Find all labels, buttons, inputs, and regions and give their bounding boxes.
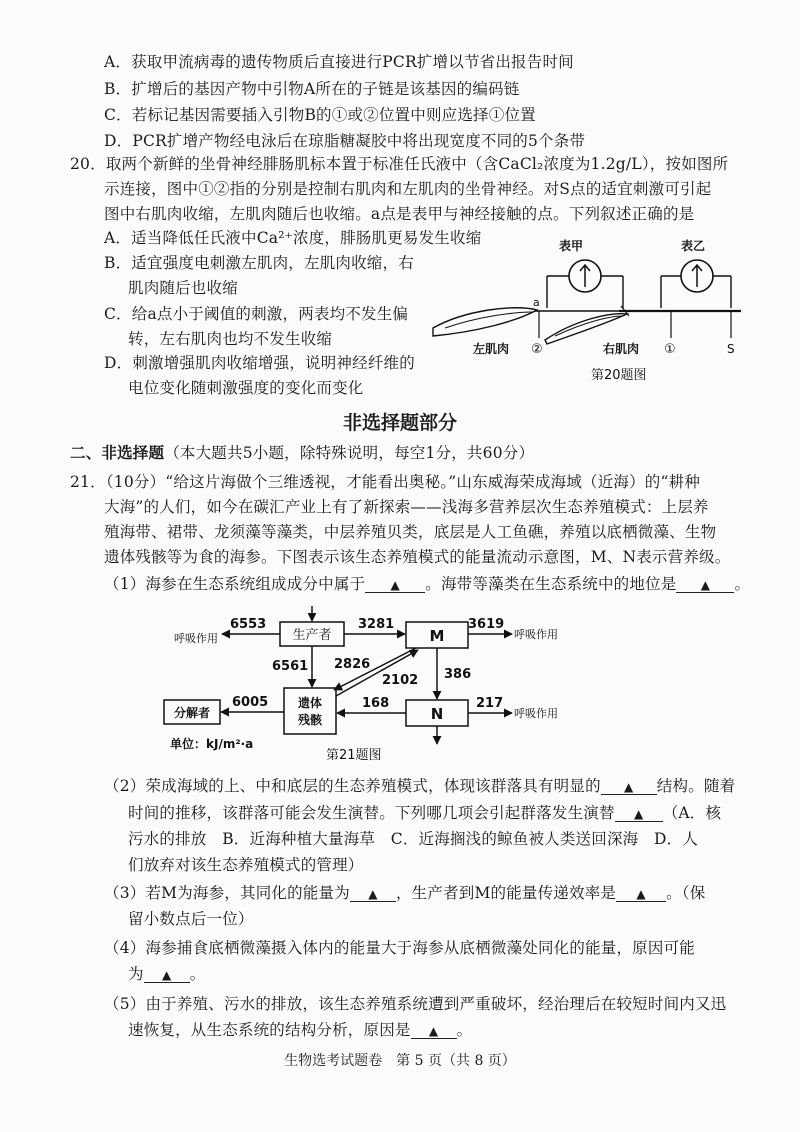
value-6561: 6561 (272, 659, 309, 674)
q21-part5-line2 (128, 1018, 472, 1040)
value-217: 217 (476, 696, 504, 711)
residue-box (284, 688, 336, 734)
left-muscle-label: 左肌肉 (473, 342, 510, 356)
q21-intro-line: 殖海带、裙带、龙须藻等藻类，中层养殖贝类，底层是人工鱼礁，养殖以底栖微藻、生物 (104, 523, 717, 541)
q21-energy-flow-figure (160, 604, 600, 764)
q20-stem-line: 图中右肌肉收缩，左肌肉随后也收缩。a点是表甲与神经接触的点。下列叙述正确的是 (104, 205, 695, 223)
q21-intro-line: 遗体残骸等为食的海参。下图表示该生态养殖模式的能量流动示意图，M、N表示营养级。 (104, 548, 731, 566)
value-2102: 2102 (382, 673, 419, 688)
q21-part3-line1 (104, 881, 705, 903)
residue-label-1: 遗体 (297, 696, 323, 710)
q20-option-b: B．适宜强度电刺激左肌肉，左肌肉收缩，右 (104, 254, 414, 272)
q21-part2-line1 (104, 774, 735, 796)
answer-blank[interactable]: ▲ (144, 968, 190, 983)
q21-part3-text: ，生产者到M的能量传递效率是 (395, 884, 617, 902)
q21-part4-text: 为 (128, 965, 144, 983)
mark-1-label: ① (664, 342, 676, 357)
right-muscle-label: 右肌肉 (603, 342, 640, 356)
decomposer-label: 分解者 (173, 706, 211, 720)
value-386: 386 (444, 667, 472, 682)
right-muscle-shape (545, 314, 627, 344)
value-6553: 6553 (230, 617, 267, 632)
q20-stem-line: 示连接，图中①②指的分别是控制右肌肉和左肌肉的坐骨神经。对S点的适宜刺激可引起 (104, 180, 712, 198)
respiration-label: 呼吸作用 (514, 628, 558, 641)
answer-blank[interactable]: ▲ (616, 887, 666, 902)
q21-intro-line: 大海”的人们，如今在碳汇产业上有了新探索——浅海多营养层次生态养殖模式：上层养 (104, 498, 709, 516)
answer-blank[interactable]: ▲ (411, 1024, 457, 1039)
q21-figure-caption: 第21题图 (326, 748, 382, 763)
q21-part2-line4: 们放弃对该生态养殖模式的管理） (128, 856, 364, 874)
q20-option-d-cont: 电位变化随刺激强度的变化而变化 (128, 379, 364, 397)
q21-part5-line1: （5）由于养殖、污水的排放，该生态养殖系统遭到严重破坏，经治理后在较短时间内又迅 (104, 995, 727, 1013)
m-label: M (429, 627, 445, 645)
q20-option-a: A．适当降低任氏液中Ca²⁺浓度，腓肠肌更易发生收缩 (104, 229, 482, 247)
value-3281: 3281 (358, 617, 395, 632)
answer-blank[interactable]: ▲ (350, 887, 396, 902)
respiration-label: 呼吸作用 (174, 632, 218, 645)
section-intro (70, 441, 534, 463)
page-footer: 生物选考试题卷 第 5 页（共 8 页） (284, 1053, 516, 1069)
answer-blank[interactable]: ▲ (615, 807, 663, 822)
q21-part1-text-b: 。海带等藻类在生态系统中的地位是 (425, 575, 677, 593)
q21-part4-text: 。 (189, 965, 206, 983)
section-intro-note: （本大题共5小题，除特殊说明，每空1分，共60分） (164, 444, 535, 462)
q21-part5-text: 速恢复，从生态系统的结构分析，原因是 (128, 1021, 411, 1039)
q21-part2-text: 时间的推移，该群落可能会发生演替。下列哪几项会引起群落发生演替 (128, 804, 615, 822)
q21-part1-text-a: （1）海参在生态系统组成成分中属于 (104, 575, 366, 593)
producer-label: 生产者 (292, 628, 332, 643)
left-muscle-fiber (445, 312, 533, 328)
residue-label-2: 残骸 (297, 713, 323, 727)
q20-nerve-muscle-figure (425, 232, 765, 392)
q20-option-c-cont: 转，左右肌肉也均不发生收缩 (128, 330, 333, 348)
q21-part4-line2 (128, 962, 205, 984)
q21-part5-text: 。 (456, 1021, 473, 1039)
q19-option-a: A．获取甲流病毒的遗传物质后直接进行PCR扩增以节省出报告时间 (104, 53, 574, 71)
q21-part2-line2 (128, 801, 721, 823)
q20-option-b-cont: 肌肉随后也收缩 (128, 279, 238, 297)
answer-blank[interactable]: ▲ (601, 780, 657, 795)
point-a-label: a (533, 296, 540, 309)
value-2826: 2826 (334, 657, 371, 672)
q20-option-c: C．给a点小于阈值的刺激，两表均不发生偏 (104, 305, 409, 323)
q20-stem-line: 20．取两个新鲜的坐骨神经腓肠肌标本置于标准任氏液中（含CaCl₂浓度为1.2g/L），按如图所 (70, 155, 729, 173)
q21-part1-text-c: 。 (734, 575, 751, 593)
meter-b-label: 表乙 (681, 239, 706, 253)
q21-part3-line2: 留小数点后一位） (128, 910, 254, 928)
q21-part2-text: （2）荣成海域的上、中和底层的生态养殖模式，体现该群落具有明显的 (104, 777, 601, 795)
unit-label: 单位：kJ/m²·a (170, 737, 254, 751)
value-6005: 6005 (232, 695, 269, 710)
q19-option-c: C．若标记基因需要插入引物B的①或②位置中则应选择①位置 (104, 106, 536, 124)
value-3619: 3619 (468, 617, 505, 632)
q21-part2-text: （A．核 (662, 804, 722, 822)
mark-2-label: ② (531, 342, 543, 357)
meter-b-needle (692, 265, 702, 287)
q21-part2-text: 结构。随着 (656, 777, 736, 795)
answer-blank[interactable]: ▲ (676, 578, 734, 593)
section-title: 非选择题部分 (342, 412, 457, 434)
q21-part1 (104, 572, 750, 594)
q21-part2-line3: 污水的排放 B．近海种植大量海草 C．近海搁浅的鲸鱼被人类送回深海 D．人 (128, 830, 699, 848)
q19-option-b: B．扩增后的基因产物中引物A所在的子链是该基因的编码链 (104, 80, 520, 98)
respiration-label: 呼吸作用 (514, 707, 558, 720)
q21-part4-line1: （4）海参捕食底栖微藻摄入体内的能量大于海参从底栖微藻处同化的能量，原因可能 (104, 939, 695, 957)
q20-option-d: D．刺激增强肌肉收缩增强，说明神经纤维的 (104, 354, 415, 372)
answer-blank[interactable]: ▲ (365, 578, 425, 593)
meter-a-needle (580, 265, 590, 287)
q21-part3-text: （3）若M为海参，其同化的能量为 (104, 884, 350, 902)
value-168: 168 (362, 696, 390, 711)
mark-s-label: S (727, 342, 735, 356)
meter-a-label: 表甲 (559, 239, 584, 253)
q21-part3-text: 。（保 (666, 884, 706, 902)
section-intro-label: 二、非选择题 (70, 443, 165, 462)
q19-option-d: D．PCR扩增产物经电泳后在琼脂糖凝胶中将出现宽度不同的5个条带 (104, 132, 586, 150)
q21-intro-line: 21．（10分）“给这片海做个三维透视，才能看出奥秘。”山东威海荣成海域（近海）的“耕种 (70, 473, 701, 491)
q20-figure-caption: 第20题图 (591, 368, 647, 383)
n-label: N (430, 705, 444, 723)
